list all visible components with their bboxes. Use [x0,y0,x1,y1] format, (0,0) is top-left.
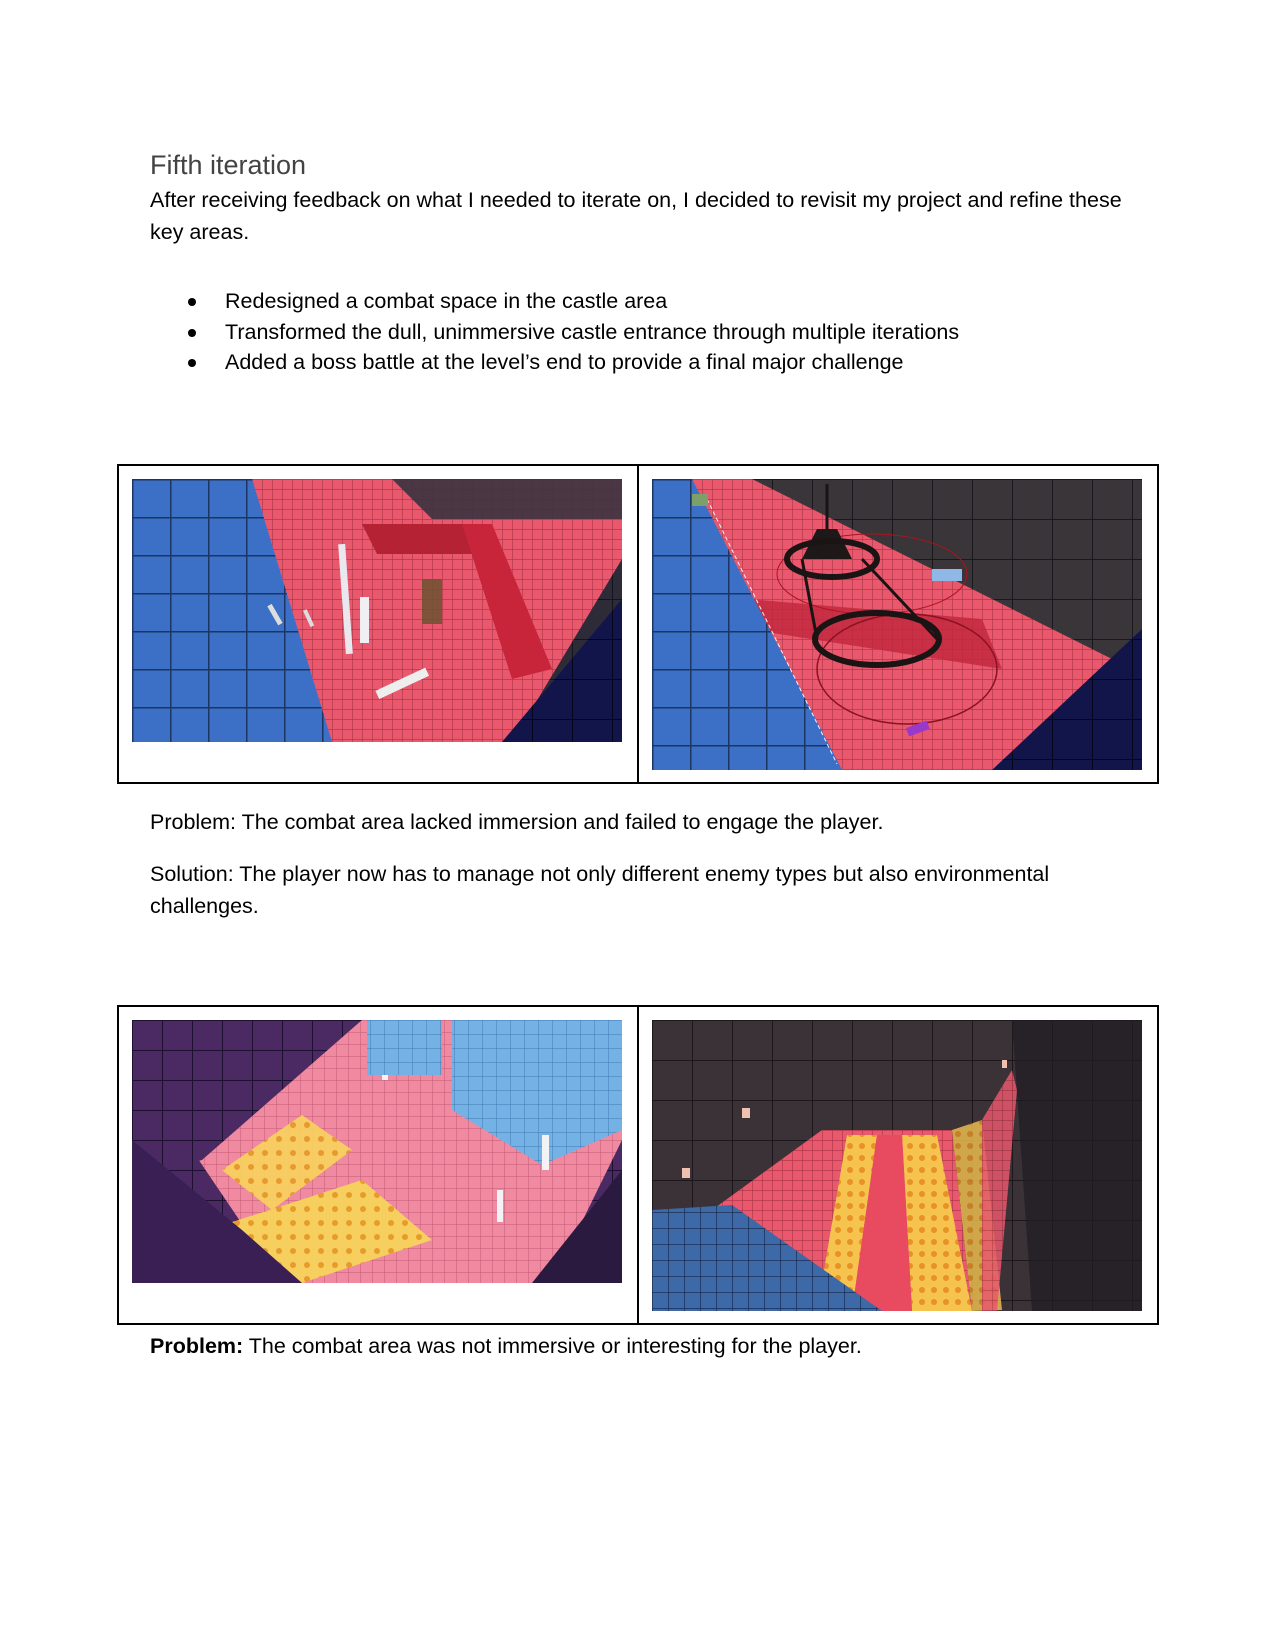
solution-1-text: Solution: The player now has to manage not only different enemy types but also environmental challenges. [150,862,1050,918]
screenshot-cell [638,465,1158,783]
list-item: Redesigned a combat space in the castle area [150,286,959,317]
key-areas-list [150,286,959,378]
page-title: Fifth iteration [150,150,307,180]
intro-paragraph: After receiving feedback on what I needed to iterate on, I decided to revisit my project and refine these key areas. [150,188,1122,244]
problem-2-text [150,1330,1135,1362]
screenshot-cell [118,1006,638,1324]
lava-room-after-image [652,1020,1142,1311]
combat-space-after-image [652,479,1142,770]
problem-label: Problem: [150,1334,244,1358]
lava-room-before-image [132,1020,622,1283]
list-item: Added a boss battle at the level’s end to provide a final major challenge [150,347,959,378]
problem-2-body: The combat area was not immersive or interesting for the player. [243,1334,862,1358]
screenshot-table-1 [117,464,1159,784]
list-item: Transformed the dull, unimmersive castle entrance through multiple iterations [150,317,959,348]
screenshot-table-2 [117,1005,1159,1325]
bullet-icon [188,359,196,367]
combat-space-before-image [132,479,622,742]
screenshot-cell [118,465,638,783]
screenshot-cell [638,1006,1158,1324]
bullet-icon [188,329,196,337]
bullet-icon [188,298,196,306]
problem-1-text: Problem: The combat area lacked immersion and failed to engage the player. [150,810,884,834]
